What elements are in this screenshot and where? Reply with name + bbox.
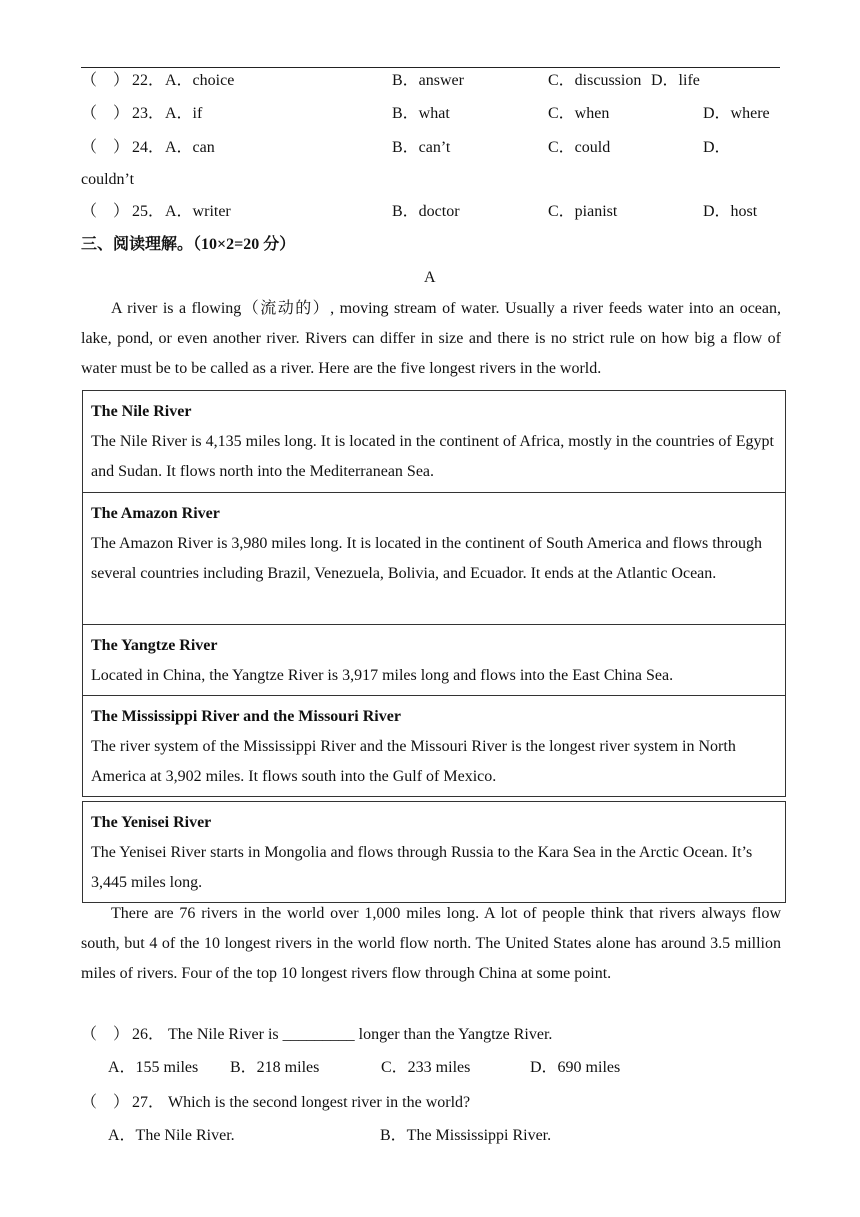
header-rule bbox=[81, 67, 780, 68]
option-c[interactable]: C．discussion bbox=[548, 72, 642, 89]
river-box-nile bbox=[82, 390, 786, 493]
option-b[interactable]: B．can’t bbox=[392, 139, 451, 156]
closing-paragraph bbox=[81, 899, 781, 989]
river-description: The Yenisei River starts in Mongolia and flows through Russia to the Kara Sea in the Arctic Ocean. It’s 3,445 miles long. bbox=[91, 844, 753, 891]
river-description: The Nile River is 4,135 miles long. It is located in the continent of Africa, mostly in the countries of Egypt and Sudan. It flows north into the Mediterranean Sea. bbox=[91, 433, 774, 480]
river-name: The Nile River bbox=[91, 403, 192, 420]
question-number: 27． bbox=[132, 1094, 165, 1111]
option-a[interactable]: A．writer bbox=[165, 203, 231, 220]
river-name: The Yangtze River bbox=[91, 637, 218, 654]
question-number: 25． bbox=[132, 203, 165, 220]
answer-blank[interactable]: （ ） bbox=[81, 72, 130, 89]
river-box-yangtze bbox=[82, 624, 786, 696]
answer-blank[interactable]: （ ） bbox=[81, 203, 130, 220]
option-d[interactable]: D．life bbox=[651, 72, 700, 89]
option-b[interactable]: B．what bbox=[392, 105, 450, 122]
river-description: The Amazon River is 3,980 miles long. It is located in the continent of South America and flows through several countries including Brazil, Venezuela, Bolivia, and Ecuador. It ends at the Atlantic Ocean. bbox=[91, 535, 762, 582]
option-d[interactable]: D． bbox=[703, 139, 731, 156]
question-number: 24． bbox=[132, 139, 165, 156]
option-a[interactable]: A．The Nile River. bbox=[108, 1127, 235, 1144]
option-d-continued: couldn’t bbox=[81, 171, 135, 188]
answer-blank[interactable]: （ ） bbox=[81, 105, 130, 122]
option-a[interactable]: A．155 miles bbox=[108, 1059, 199, 1076]
option-c[interactable]: C．233 miles bbox=[381, 1059, 471, 1076]
question-number: 26． bbox=[132, 1026, 165, 1043]
river-description: Located in China, the Yangtze River is 3,917 miles long and flows into the East China Sea. bbox=[91, 667, 674, 684]
option-c[interactable]: C．pianist bbox=[548, 203, 618, 220]
river-description: The river system of the Mississippi River and the Missouri River is the longest river system in North America at 3,902 miles. It flows south into the Gulf of Mexico. bbox=[91, 738, 736, 785]
option-b[interactable]: B．answer bbox=[392, 72, 464, 89]
option-a[interactable]: A．choice bbox=[165, 72, 235, 89]
river-name: The Amazon River bbox=[91, 505, 220, 522]
option-a[interactable]: A．can bbox=[165, 139, 215, 156]
option-d[interactable]: D．host bbox=[703, 203, 758, 220]
option-b[interactable]: B．doctor bbox=[392, 203, 460, 220]
closing-text: There are 76 rivers in the world over 1,000 miles long. A lot of people think that rivers always flow south, but 4 of the 10 longest rivers in the world flow north. The United States alone has around 3.5 million miles of rivers. Four of the top 10 longest rivers flow through China at some point. bbox=[81, 905, 781, 982]
river-name: The Yenisei River bbox=[91, 814, 212, 831]
question-number: 23． bbox=[132, 105, 165, 122]
river-box-amazon bbox=[82, 492, 786, 625]
option-b[interactable]: B．218 miles bbox=[230, 1059, 320, 1076]
river-box-mississippi bbox=[82, 695, 786, 797]
option-c[interactable]: C．when bbox=[548, 105, 610, 122]
option-d[interactable]: D．690 miles bbox=[530, 1059, 621, 1076]
intro-paragraph bbox=[81, 294, 781, 384]
question-number: 22． bbox=[132, 72, 165, 89]
river-box-yenisei bbox=[82, 801, 786, 903]
river-name: The Mississippi River and the Missouri River bbox=[91, 708, 401, 725]
option-c[interactable]: C．could bbox=[548, 139, 611, 156]
question-stem: Which is the second longest river in the world? bbox=[168, 1094, 471, 1111]
answer-blank[interactable]: （ ） bbox=[81, 139, 130, 156]
question-stem: The Nile River is _________ longer than the Yangtze River. bbox=[168, 1026, 553, 1043]
option-d[interactable]: D．where bbox=[703, 105, 770, 122]
intro-text: A river is a flowing（流动的）, moving stream of water. Usually a river feeds water into an ocean, lake, pond, or even another river. Rivers can differ in size and there is no strict rule on how big a flow of water must be to be called as a river. Here are the five longest rivers in the world. bbox=[81, 300, 781, 377]
option-a[interactable]: A．if bbox=[165, 105, 203, 122]
passage-label: A bbox=[424, 269, 436, 286]
answer-blank[interactable]: （ ） bbox=[81, 1094, 130, 1111]
option-b[interactable]: B．The Mississippi River. bbox=[380, 1127, 552, 1144]
answer-blank[interactable]: （ ） bbox=[81, 1026, 130, 1043]
section-title: 三、阅读理解。（10×2=20 分） bbox=[81, 236, 296, 253]
